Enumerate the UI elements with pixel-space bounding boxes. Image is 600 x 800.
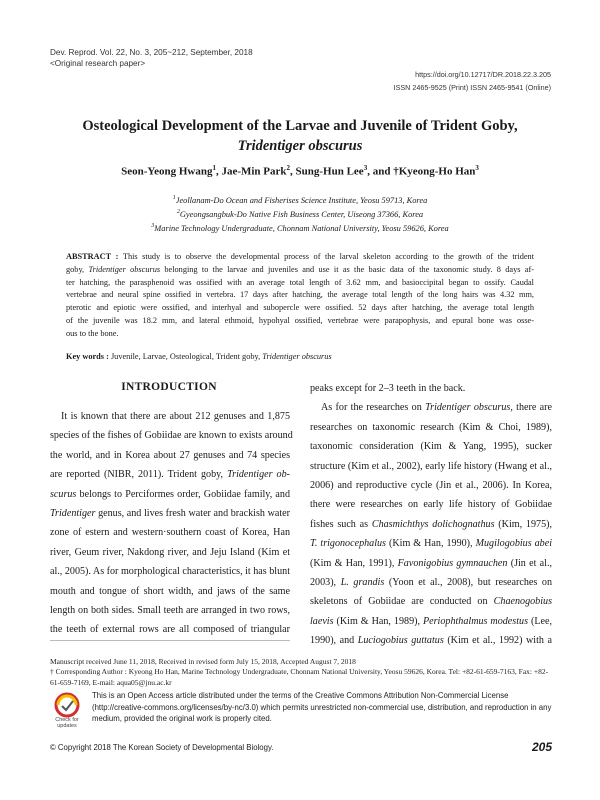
right-column-line	[310, 554, 552, 573]
right-column-italic: laevis	[310, 615, 334, 627]
affiliation-1	[40, 192, 560, 207]
author-affiliation-sup: 2	[286, 164, 291, 172]
keywords-text: Juvenile, Larvae, Osteological, Trident goby,	[110, 352, 261, 361]
abstract-text: ter hatching, the parasphenoid was ossified with an average total length of 3.62 mm, and basioccipital began to ossify. Caudal	[66, 277, 534, 287]
abstract	[66, 251, 534, 341]
abstract-text: ous to the bone.	[66, 328, 119, 338]
abstract-text: pterotic and epiotic were ossified, and interhyal and subopercle were ossified. 52 days after hatching, the average total length	[66, 303, 534, 313]
manuscript-dates: Manuscript received June 11, 2018, Received in revised form July 15, 2018, Accepted August 7, 2018	[50, 657, 356, 666]
right-column-text: structure (Kim et al., 2002), early life history (Hwang et al.,	[310, 460, 552, 472]
journal-citation: Dev. Reprod. Vol. 22, No. 3, 205~212, September, 2018	[50, 48, 253, 57]
page-number: 205	[531, 740, 552, 754]
right-column-italic: Mugilogobius abei	[475, 538, 553, 550]
affiliation-3-sup: 3	[151, 223, 155, 229]
left-column-line	[50, 523, 290, 542]
right-column-italic: Luciogobius guttatus	[357, 635, 444, 647]
abstract-text: vertebrae and neural spine ossified in vertebra. 17 days after hatching, the average total length of the long hairs was 4.32 mm,	[66, 290, 534, 300]
intro-left-column	[50, 407, 293, 640]
right-column-line	[310, 592, 552, 611]
author-separator: , and	[367, 165, 394, 178]
badge-line-1: Check for	[55, 717, 79, 723]
right-column-text: (Kim & Han, 1990),	[386, 538, 476, 550]
left-column-line	[50, 601, 290, 620]
left-column-text: the teeth of external rows are all composed of triangular	[50, 624, 290, 636]
author-name: Sung-Hun Lee	[295, 165, 364, 178]
left-column-line	[50, 465, 290, 484]
right-column-text: 1990), and	[310, 635, 358, 647]
intro-right-column	[310, 379, 552, 651]
left-column-line	[50, 504, 290, 523]
left-column-text: the world, and in Korea about 27 genuses and 74 species	[50, 449, 290, 461]
affiliation-3	[40, 220, 560, 235]
right-column-line	[310, 515, 552, 534]
abstract-line	[66, 277, 534, 290]
left-column-line	[50, 426, 293, 445]
right-column-text: (Kim, 1975),	[494, 518, 553, 530]
left-column-italic: Tridentiger	[50, 508, 96, 520]
badge-line-2: updates	[57, 723, 77, 729]
abstract-line	[66, 315, 534, 328]
left-column-text: belongs to Perciformes order, Gobiidae family, and	[76, 488, 290, 500]
affiliation-2-text: Gyeongsangbuk-Do Native Fish Business Center, Uiseong 37366, Korea	[179, 209, 424, 219]
right-column-text: peaks except for 2–3 teeth in the back.	[310, 383, 466, 394]
right-column-line	[310, 573, 552, 592]
right-column-italic: Tridentiger obscurus	[425, 402, 511, 414]
right-column-text: taxonomic consideration (Kim & Yang, 1995), sucker	[310, 441, 552, 453]
abstract-text: belonging to the larvae and juveniles and use it as the basic data of the taxonomic study. 8 days af-	[160, 264, 534, 274]
left-column-text: river, Geum river, Nakdong river, and Jeju Island (Kim et	[50, 546, 290, 558]
author-list	[40, 164, 560, 178]
author-affiliation-sup: 3	[475, 164, 479, 172]
author-separator: ,	[215, 165, 222, 178]
left-column-text: length on both sides. Small teeth are arranged in two rows,	[50, 605, 290, 617]
right-column-line	[310, 631, 552, 650]
right-column-line	[310, 437, 552, 456]
abstract-text: goby,	[66, 264, 89, 274]
affiliation-2-sup: 2	[176, 209, 180, 215]
section-heading-introduction: INTRODUCTION	[121, 381, 217, 393]
right-column-line	[310, 379, 552, 398]
footnote-divider	[50, 640, 290, 641]
affiliation-1-sup: 1	[172, 195, 176, 201]
right-column-text: there were researches on early life history of Gobiidae	[310, 499, 552, 511]
affiliation-2	[40, 206, 560, 221]
paper-type: <Original research paper>	[50, 59, 146, 68]
right-column-line	[310, 612, 552, 631]
abstract-text: This study is to observe the developmental process of the larval skeleton according to the growth of the trident	[122, 252, 534, 261]
corresponding-author: † Corresponding Author : Kyeong Ho Han, Marine Technology Undergraduate, Chonnam National University, Yeosu 59626, Korea. Tel: +82-61-659-7163, Fax: +82-61-659-7169, E-mail: aqua05@jnu.ac.kr	[50, 667, 549, 687]
open-access-notice: This is an Open Access article distributed under the terms of the Creative Commons Attribution Non-Commercial License (http://creative-commons.org/licenses/by-nc/3.0) which permits unrestricted non-commercial use, distribution, and reproduction in any medium, provided the original work is properly cited.	[92, 691, 552, 724]
keywords-label: Key words :	[66, 352, 109, 361]
left-column-text: zone of estern and western·southern coast of Korea, Han	[50, 527, 290, 539]
right-column-text: skeletons of Gobiidae are conducted on	[310, 596, 494, 608]
left-column-line	[50, 446, 290, 465]
left-column-text: al., 2005). As for morphological characteristics, it has blunt	[50, 566, 290, 578]
right-column-italic: T. trigonocephalus	[310, 538, 386, 550]
author-name: Jae-Min Park	[221, 165, 287, 178]
abstract-label: ABSTRACT :	[66, 252, 123, 261]
title-line-1: Osteological Development of the Larvae and Juvenile of Trident Goby,	[82, 118, 518, 134]
right-column-text: (Kim & Han, 1991),	[310, 557, 398, 569]
issn-line: ISSN 2465-9525 (Print) ISSN 2465-9541 (Online)	[393, 83, 551, 92]
affiliation-1-text: Jeollanam-Do Ocean and Fisherises Science Institute, Yeosu 59713, Korea	[175, 195, 428, 205]
left-column-line	[50, 543, 290, 562]
author-name: Seon-Yeong Hwang	[121, 165, 213, 178]
right-column-text: (Jin et al.,	[507, 557, 552, 569]
right-column-text: (Yoon et al., 2008), but researches on	[384, 577, 552, 589]
abstract-line	[66, 289, 534, 302]
left-column-line	[50, 562, 290, 581]
right-column-italic: Favonigobius gymnauchen	[397, 557, 508, 569]
right-column-text: researches on taxonomic research (Kim & Choi, 1989),	[310, 421, 552, 433]
right-column-text: , there are	[510, 402, 552, 414]
author-separator: ,	[290, 165, 296, 178]
keywords-italic: Tridentiger obscurus	[262, 352, 332, 361]
abstract-line	[66, 251, 534, 264]
right-column-text: (Kim & Han, 1989),	[333, 615, 423, 627]
left-column-italic: scurus	[50, 488, 77, 500]
author-name: †Kyeong-Ho Han	[393, 165, 476, 178]
left-column-line	[50, 485, 290, 504]
right-column-line	[310, 534, 552, 553]
right-column-text: 2006) and reproductive cycle (Jin et al., 2006). In Korea,	[310, 480, 552, 492]
left-column-text: It is known that there are about 212 genuses and 1,875	[61, 411, 290, 422]
right-column-text: fishes such as	[310, 518, 372, 530]
right-column-line	[310, 457, 552, 476]
abstract-line	[66, 264, 534, 277]
article-title	[40, 116, 560, 156]
right-column-italic: Chaenogobius	[493, 596, 552, 608]
check-for-updates-badge[interactable]	[50, 692, 84, 730]
left-column-text: species of the fishes of Gobiidae are known to exists around	[50, 430, 293, 442]
journal-header	[50, 47, 253, 69]
left-column-text: mouth and tongue of short width, and jaws of the same	[50, 585, 290, 597]
left-column-line	[50, 407, 290, 426]
right-column-text: 2003),	[310, 577, 341, 589]
right-column-text: As for the researches on	[321, 402, 426, 414]
abstract-line	[66, 302, 534, 315]
doi-link[interactable]: https://doi.org/10.12717/DR.2018.22.3.205	[415, 70, 551, 79]
author-affiliation-sup: 1	[212, 164, 216, 172]
right-column-text: (Lee,	[528, 615, 552, 627]
right-column-line	[310, 476, 552, 495]
copyright-notice: © Copyright 2018 The Korean Society of Developmental Biology.	[50, 743, 274, 752]
abstract-italic: Tridentiger obscurus	[88, 264, 161, 274]
left-column-italic: Tridentiger ob-	[227, 469, 291, 481]
right-column-line	[310, 398, 552, 417]
keywords	[66, 351, 534, 363]
abstract-line	[66, 328, 534, 341]
left-column-text: are reported (NIBR, 2011). Trident goby,	[50, 469, 228, 481]
footnotes	[50, 657, 552, 688]
left-column-text: genus, and lives fresh water and brackish water	[95, 508, 290, 520]
left-column-line	[50, 620, 290, 639]
abstract-text: of the juvenile was 18.2 mm, and lateral ethmoid, hypohyal ossified, vertebrae were parapophysis, and epural bone was osse-	[66, 315, 534, 325]
title-line-2: Tridentiger obscurus	[237, 138, 363, 154]
right-column-italic: Periophthalmus modestus	[422, 615, 528, 627]
right-column-text: (Kim et al., 1992) with a	[443, 635, 552, 647]
right-column-line	[310, 418, 552, 437]
author-affiliation-sup: 3	[363, 164, 368, 172]
left-column-line	[50, 582, 290, 601]
right-column-line	[310, 495, 552, 514]
right-column-italic: Chasmichthys dolichognathus	[371, 518, 495, 530]
right-column-italic: L. grandis	[340, 577, 385, 589]
affiliation-3-text: Marine Technology Undergraduate, Chonnam National University, Yeosu 59626, Korea	[154, 223, 449, 233]
